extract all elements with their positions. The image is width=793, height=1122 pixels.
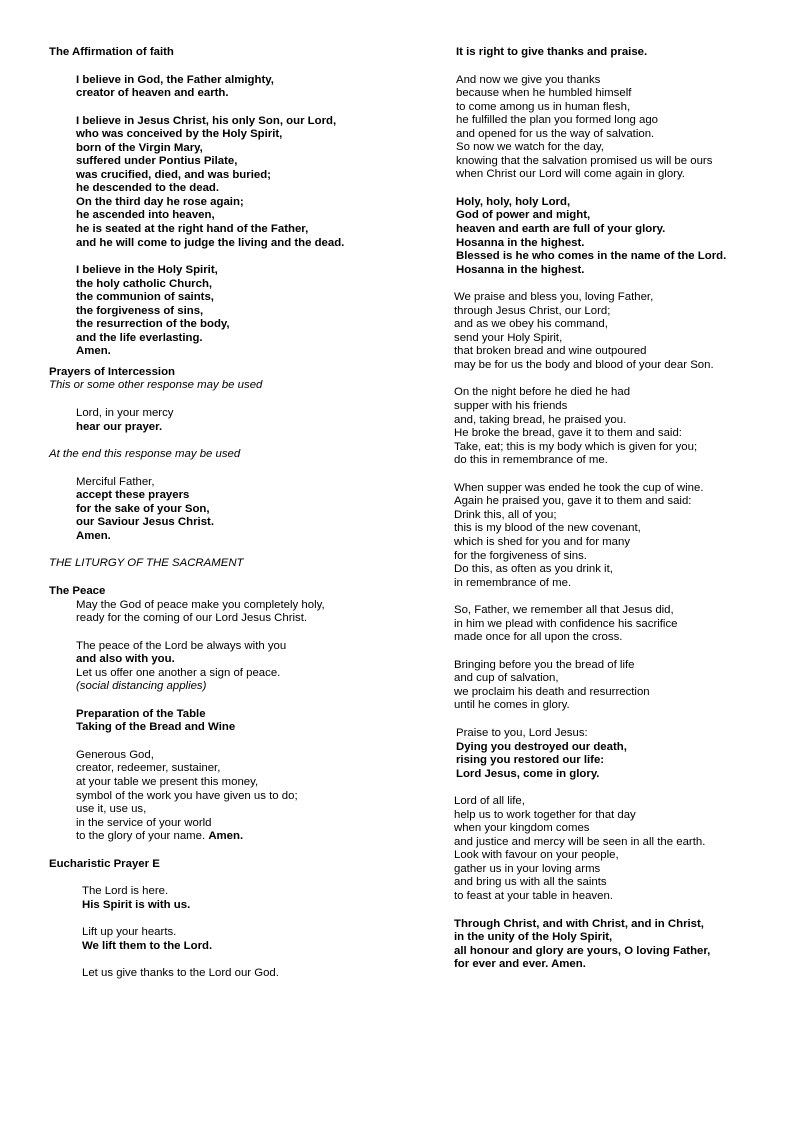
- text-line: made once for all upon the cross.: [454, 631, 623, 644]
- text-line: gather us in your loving arms: [454, 862, 601, 875]
- text-line: until he comes in glory.: [454, 699, 570, 712]
- text-line: I believe in God, the Father almighty,: [76, 73, 274, 86]
- text-line: he descended to the dead.: [76, 182, 220, 195]
- text-line: in remembrance of me.: [454, 576, 572, 589]
- text-line: Do this, as often as you drink it,: [454, 563, 613, 576]
- text-line: through Jesus Christ, our Lord;: [454, 304, 611, 317]
- text-line: Amen.: [76, 345, 111, 358]
- left-paragraph: [49, 640, 409, 694]
- text-line: knowing that the salvation promised us will be ours: [456, 154, 713, 167]
- text-line: It is right to give thanks and praise.: [456, 46, 648, 58]
- text-line: our Saviour Jesus Christ.: [76, 516, 214, 529]
- text-line: born of the Virgin Mary,: [76, 141, 203, 154]
- text-line: Take, eat; this is my body which is given for you;: [454, 440, 698, 453]
- right-paragraph: [454, 74, 784, 182]
- text-line: The Affirmation of faith: [49, 46, 174, 58]
- text-line: He broke the bread, gave it to them and said:: [454, 427, 682, 440]
- text-line: At the end this response may be used: [49, 448, 241, 461]
- text-line: at your table we present this money,: [76, 775, 259, 788]
- text-line: for the forgiveness of sins.: [454, 549, 587, 562]
- text-line: His Spirit is with us.: [82, 898, 191, 911]
- left-paragraph: [49, 115, 409, 250]
- right-paragraph: [454, 918, 784, 972]
- text-line: We lift them to the Lord.: [82, 939, 213, 952]
- text-line: and opened for us the way of salvation.: [456, 127, 655, 140]
- text-line: the communion of saints,: [76, 291, 214, 304]
- text-line: I believe in the Holy Spirit,: [76, 264, 218, 277]
- text-line: to feast at your table in heaven.: [454, 889, 613, 902]
- text-line: and also with you.: [76, 653, 175, 666]
- text-line: he ascended into heaven,: [76, 209, 215, 222]
- left-paragraph: [49, 708, 409, 735]
- text-line: do this in remembrance of me.: [454, 454, 608, 467]
- text-line: Praise to you, Lord Jesus:: [456, 726, 588, 739]
- text-line: On the night before he died he had: [454, 386, 631, 399]
- text-line: help us to work together for that day: [454, 808, 636, 821]
- text-line: This or some other response may be used: [49, 379, 263, 392]
- text-line: Lord, in your mercy: [76, 407, 174, 420]
- text-line: that broken bread and wine outpoured: [454, 345, 647, 358]
- text-line: Merciful Father,: [76, 475, 155, 488]
- text-line: all honour and glory are yours, O loving Father,: [454, 944, 711, 957]
- text-line: symbol of the work you have given us to do;: [76, 789, 298, 802]
- text-line: send your Holy Spirit,: [454, 331, 563, 344]
- text-line: hear our prayer.: [76, 420, 163, 433]
- text-line: and he will come to judge the living and the dead.: [76, 236, 345, 249]
- text-line: Taking of the Bread and Wine: [76, 721, 236, 734]
- text-line: So now we watch for the day,: [456, 141, 604, 154]
- text-line: creator of heaven and earth.: [76, 87, 229, 100]
- text-line: the holy catholic Church,: [76, 277, 213, 290]
- text-line: ready for the coming of our Lord Jesus Christ.: [76, 612, 308, 625]
- text-line: to the glory of your name. Amen.: [76, 830, 244, 843]
- right-column: [454, 46, 784, 972]
- text-line: and justice and mercy will be seen in all the earth.: [454, 835, 706, 848]
- left-paragraph: [49, 46, 409, 60]
- text-line: Generous God,: [76, 748, 154, 761]
- text-line: And now we give you thanks: [456, 73, 601, 86]
- text-line: because when he humbled himself: [456, 87, 632, 100]
- text-line: may be for us the body and blood of your dear Son.: [454, 358, 714, 371]
- text-line: Bringing before you the bread of life: [454, 658, 635, 671]
- text-line: in the service of your world: [76, 816, 212, 829]
- left-paragraph: [49, 926, 409, 953]
- right-paragraph: [454, 727, 784, 781]
- text-line: Blessed is he who comes in the name of the Lord.: [456, 250, 727, 263]
- text-line: God of power and might,: [456, 209, 591, 222]
- text-line: the forgiveness of sins,: [76, 304, 204, 317]
- text-line: in him we plead with confidence his sacrifice: [454, 617, 678, 630]
- text-line: and the life everlasting.: [76, 331, 203, 344]
- text-line: THE LITURGY OF THE SACRAMENT: [49, 557, 244, 570]
- text-line: I believe in Jesus Christ, his only Son, our Lord,: [76, 114, 337, 127]
- text-line: (social distancing applies): [76, 680, 207, 693]
- left-column: [49, 46, 409, 981]
- text-line: and as we obey his command,: [454, 318, 608, 331]
- text-line: he is seated at the right hand of the Father,: [76, 223, 309, 236]
- text-line: to come among us in human flesh,: [456, 100, 631, 113]
- right-paragraph: [454, 795, 784, 903]
- text-line: we proclaim his death and resurrection: [454, 685, 650, 698]
- right-paragraph: [454, 659, 784, 713]
- text-line: the resurrection of the body,: [76, 318, 230, 331]
- left-paragraph: [49, 749, 409, 844]
- text-line: which is shed for you and for many: [454, 535, 631, 548]
- left-paragraph: [49, 967, 409, 981]
- left-paragraph: [49, 476, 409, 544]
- left-paragraph: [49, 599, 409, 626]
- text-line: he fulfilled the plan you formed long ago: [456, 114, 659, 127]
- right-paragraph: [454, 291, 784, 372]
- left-paragraph: [49, 366, 409, 393]
- right-paragraph: [454, 386, 784, 467]
- text-line: this is my blood of the new covenant,: [454, 522, 641, 535]
- text-line: accept these prayers: [76, 489, 190, 502]
- text-line: On the third day he rose again;: [76, 195, 244, 208]
- text-line: Hosanna in the highest.: [456, 263, 585, 276]
- text-line: suffered under Pontius Pilate,: [76, 155, 238, 168]
- text-line: We praise and bless you, loving Father,: [454, 291, 654, 304]
- right-paragraph: [454, 482, 784, 590]
- text-line: creator, redeemer, sustainer,: [76, 762, 221, 775]
- text-line: Drink this, all of you;: [454, 508, 557, 521]
- text-line: and cup of salvation,: [454, 672, 559, 685]
- left-paragraph: [49, 407, 409, 434]
- text-line: Let us offer one another a sign of peace.: [76, 666, 281, 679]
- text-line: and, taking bread, he praised you.: [454, 413, 627, 426]
- left-paragraph: [49, 885, 409, 912]
- text-line: So, Father, we remember all that Jesus did,: [454, 604, 674, 617]
- text-line: for the sake of your Son,: [76, 502, 210, 515]
- left-paragraph: [49, 264, 409, 359]
- text-line: use it, use us,: [76, 803, 147, 816]
- text-line: Through Christ, and with Christ, and in Christ,: [454, 917, 704, 930]
- text-line: Hosanna in the highest.: [456, 236, 585, 249]
- right-paragraph: [454, 46, 784, 60]
- text-line: when Christ our Lord will come again in glory.: [456, 168, 685, 181]
- text-line: The peace of the Lord be always with you: [76, 639, 287, 652]
- right-paragraph: [454, 604, 784, 645]
- text-line: for ever and ever. Amen.: [454, 958, 586, 971]
- text-line: Dying you destroyed our death,: [456, 740, 627, 753]
- text-line: heaven and earth are full of your glory.: [456, 223, 666, 236]
- text-line: Preparation of the Table: [76, 707, 206, 720]
- left-paragraph: [49, 585, 409, 599]
- text-line: when your kingdom comes: [454, 822, 590, 835]
- text-line: Again he praised you, gave it to them and said:: [454, 495, 692, 508]
- text-line: was crucified, died, and was buried;: [76, 168, 271, 181]
- text-line: in the unity of the Holy Spirit,: [454, 931, 613, 944]
- text-line: Prayers of Intercession: [49, 365, 175, 378]
- left-paragraph: [49, 448, 409, 462]
- text-line: Let us give thanks to the Lord our God.: [82, 967, 279, 980]
- text-line: The Lord is here.: [82, 885, 169, 898]
- left-paragraph: [49, 858, 409, 872]
- text-line: The Peace: [49, 584, 106, 597]
- left-paragraph: [49, 74, 409, 101]
- text-line: Lord of all life,: [454, 795, 525, 808]
- text-line: Holy, holy, holy Lord,: [456, 195, 571, 208]
- left-paragraph: [49, 557, 409, 571]
- text-line: rising you restored our life:: [456, 754, 605, 767]
- amen-text: Amen.: [208, 830, 244, 843]
- text-line: Amen.: [76, 529, 111, 542]
- text-line: Look with favour on your people,: [454, 849, 619, 862]
- right-paragraph: [454, 196, 784, 277]
- text-line: Eucharistic Prayer E: [49, 857, 160, 870]
- text-line: When supper was ended he took the cup of wine.: [454, 481, 704, 494]
- text-line: and bring us with all the saints: [454, 876, 607, 889]
- text-line: May the God of peace make you completely holy,: [76, 598, 325, 611]
- text-line: Lord Jesus, come in glory.: [456, 767, 600, 780]
- text-line: who was conceived by the Holy Spirit,: [76, 128, 283, 141]
- text-line: supper with his friends: [454, 400, 568, 413]
- text-line: Lift up your hearts.: [82, 926, 177, 939]
